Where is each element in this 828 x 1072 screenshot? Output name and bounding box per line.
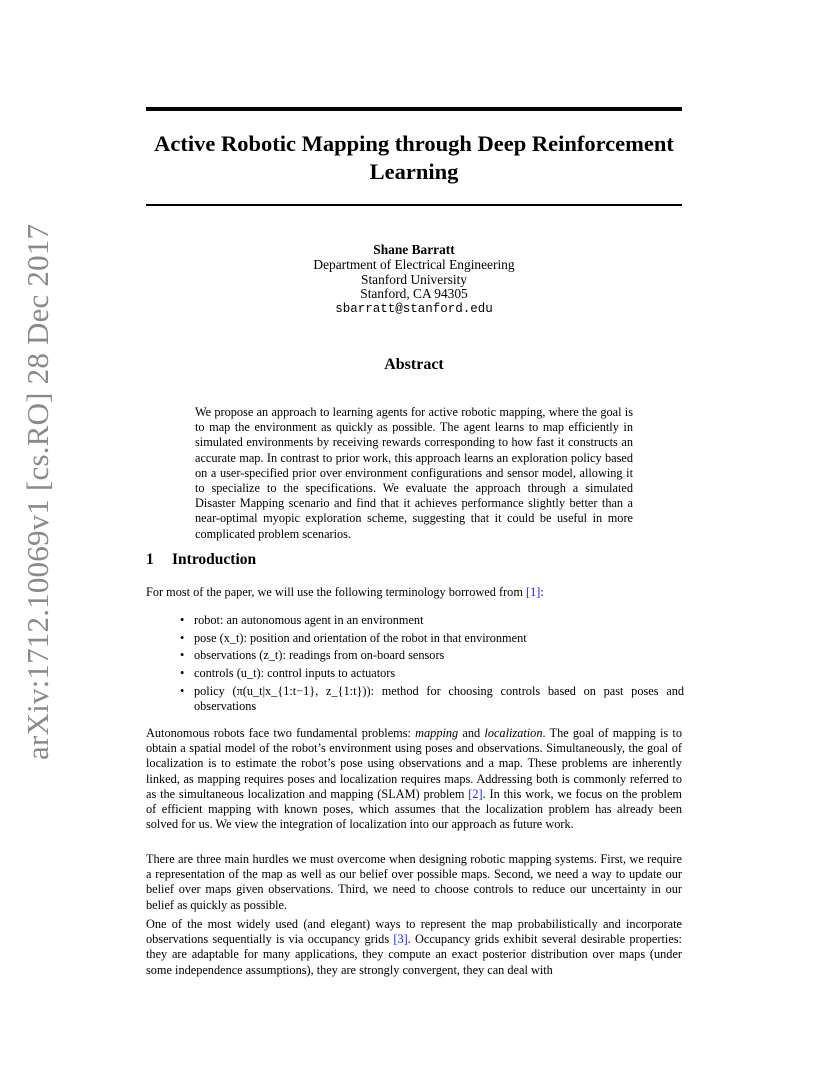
author-name: Shane Barratt — [373, 242, 455, 257]
math-expression: (π(u_t|x_{1:t−1}, z_{1:t})) — [232, 683, 371, 698]
body-paragraph: Autonomous robots face two fundamental problems: mapping and localization. The goal of mapping is to obtain a spatial model of the robot’s environment using poses and observations. Simultaneously, the goal of localization is to estimate the robot’s pose using observations and a map. These problems are inherently linked, as mapping requires poses and localization requires maps. Addressing both is commonly referred to as the simultaneous localization and mapping (SLAM) problem [2]. In this work, we focus on the problem of efficient mapping with known poses, which assumes that the localization problem has already been solved for us. We view the integration of localization into our approach as future work. — [146, 726, 682, 832]
intro-text-end: : — [540, 585, 544, 599]
section-heading — [146, 551, 256, 569]
title-top-rule — [146, 107, 682, 111]
math-expression: (z_t) — [259, 648, 283, 663]
author-affiliation-line: Department of Electrical Engineering — [313, 256, 515, 272]
list-item: • controls (u_t): control inputs to actuators — [180, 666, 684, 681]
body-paragraph: There are three main hurdles we must overcome when designing robotic mapping systems. First, we require a representation of the map as well as our belief over possible maps. Second, we need a way to update our belief over maps given observations. Third, we need to choose controls to reduce our uncertainty in our belief as quickly as possible. — [146, 852, 682, 912]
title-bottom-rule — [146, 204, 682, 206]
abstract-heading: Abstract — [384, 356, 444, 373]
list-item: • pose (x_t): position and orientation of the robot in that environment — [180, 631, 684, 646]
section-title: Introduction — [172, 551, 257, 568]
section-number: 1 — [146, 551, 154, 568]
author-block — [146, 243, 682, 317]
math-expression: (u_t) — [236, 666, 261, 681]
body-paragraph: One of the most widely used (and elegant) ways to represent the map probabilistically and incorporate observations sequentially is via occupancy grids [3]. Occupancy grids exhibit several desirable properties: they are adaptable for many applications, they compute an exact posterior distribution over maps (under some independence assumptions), they are strongly convergent, they can deal with — [146, 917, 682, 977]
list-item: • observations (z_t): readings from on-board sensors — [180, 648, 684, 663]
citation-link[interactable]: [3] — [393, 932, 408, 947]
citation-link[interactable]: [1] — [525, 585, 541, 599]
author-affiliation-line: Stanford University — [361, 271, 467, 287]
abstract-text: We propose an approach to learning agents for active robotic mapping, where the goal is to map the environment as quickly as possible. The agent learns to map efficiently in simulated environments by receiving rewards corresponding to how fast it constructs an accurate map. In contrast to prior work, this approach learns an exploration policy based on a user-specified prior over environment configurations and sensor model, allowing it to specialize to the specifications. We evaluate the approach through a simulated Disaster Mapping scenario and find that it achieves performance slightly better than a near-optimal myopic exploration scheme, suggesting that it could be useful in more complicated problem scenarios. — [195, 405, 633, 541]
list-item: • robot: an autonomous agent in an environment — [180, 613, 684, 628]
math-expression: (x_t) — [219, 630, 244, 645]
terminology-intro — [146, 585, 682, 600]
paper-title: Active Robotic Mapping through Deep Reinforcement Learning — [154, 131, 674, 184]
arxiv-identifier-stamp: arXiv:1712.10069v1 [cs.RO] 28 Dec 2017 — [20, 223, 55, 760]
author-email: sbarratt@stanford.edu — [335, 302, 493, 317]
intro-text: For most of the paper, we will use the following terminology borrowed from — [146, 585, 526, 599]
terminology-list — [180, 613, 684, 717]
citation-link[interactable]: [2] — [468, 786, 483, 801]
list-item: • policy (π(u_t|x_{1:t−1}, z_{1:t})): method for choosing controls based on past poses and observations — [180, 684, 684, 714]
author-affiliation-line: Stanford, CA 94305 — [360, 286, 468, 302]
